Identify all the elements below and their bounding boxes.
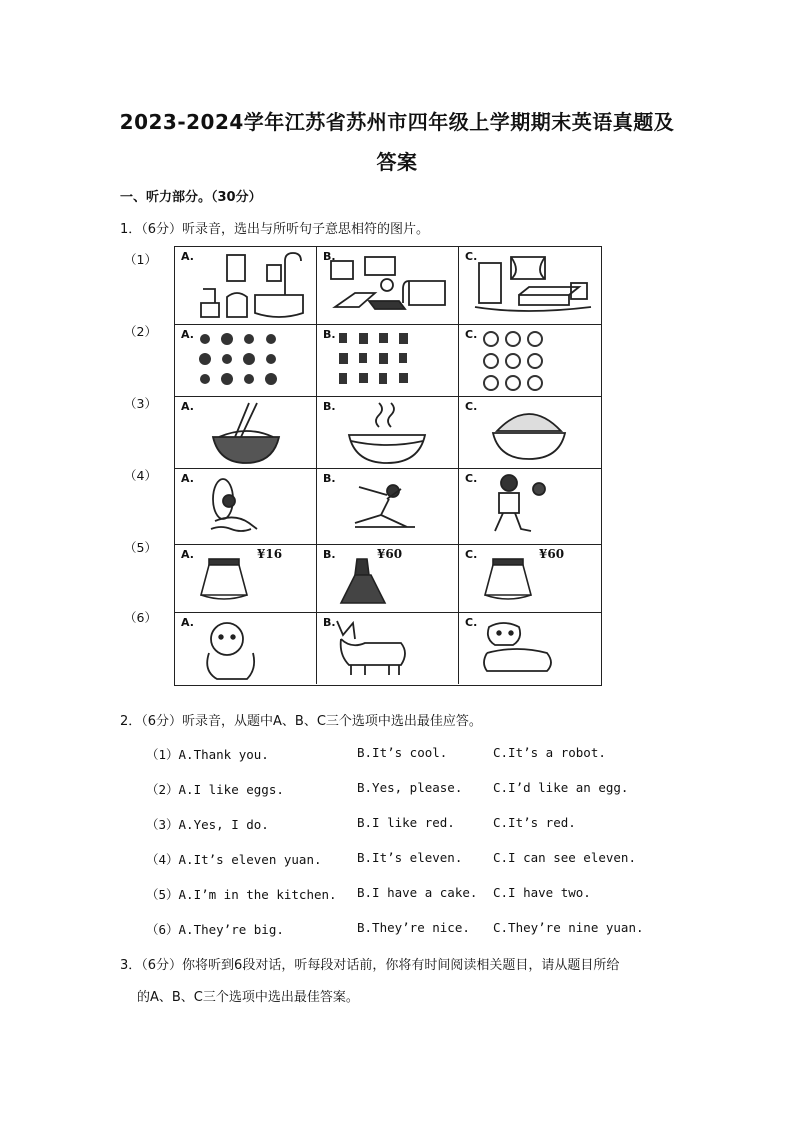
cell-1c[interactable] xyxy=(459,247,601,325)
cell-6c[interactable] xyxy=(459,613,601,684)
option-label: C. xyxy=(465,472,478,485)
q2-3-option-c: C.It’s red. xyxy=(493,815,576,830)
cell-3a[interactable] xyxy=(175,397,317,469)
q1-prompt: 1．（6分）听录音，选出与所听句子意思相符的图片。 xyxy=(120,222,430,237)
row-label-3: （3） xyxy=(124,396,157,411)
q2-5-option-c: C.I have two. xyxy=(493,885,591,900)
icon-set-a xyxy=(175,325,317,397)
football-picture xyxy=(459,469,601,545)
option-label: C. xyxy=(465,616,478,629)
cell-2c[interactable] xyxy=(459,325,601,397)
option-label: C. xyxy=(465,548,478,561)
cell-1b[interactable] xyxy=(317,247,459,325)
q2-5-option-b: B.I have a cake. xyxy=(357,885,478,900)
price-label: ¥60 xyxy=(377,547,403,561)
skirt-picture xyxy=(459,545,601,613)
rice-bowl-picture xyxy=(459,397,601,469)
bathroom-picture xyxy=(175,247,317,325)
option-label: B. xyxy=(323,328,336,341)
bedroom-picture xyxy=(459,247,601,325)
q2-1-option-b: B.It’s cool. xyxy=(357,745,448,760)
option-label: C. xyxy=(465,328,478,341)
living-room-picture xyxy=(317,247,459,325)
q2-1-option-c: C.It’s a robot. xyxy=(493,745,606,760)
q3-prompt-line2: 的A、B、C三个选项中选出最佳答案。 xyxy=(137,990,359,1005)
option-label: B. xyxy=(323,472,336,485)
q2-2-option-b: B.Yes, please. xyxy=(357,780,463,795)
cell-4c[interactable] xyxy=(459,469,601,545)
q2-5-option-a: （5）A.I’m in the kitchen. xyxy=(146,887,337,902)
icon-set-c xyxy=(459,325,601,397)
cell-5a[interactable] xyxy=(175,545,317,613)
q2-2-option-c: C.I’d like an egg. xyxy=(493,780,629,795)
option-label: A. xyxy=(181,250,194,263)
q2-6-option-a: （6）A.They’re big. xyxy=(146,922,284,937)
q2-4-option-a: （4）A.It’s eleven yuan. xyxy=(146,852,322,867)
lying-dog-picture xyxy=(459,613,601,684)
cell-3c[interactable] xyxy=(459,397,601,469)
option-label: A. xyxy=(181,328,194,341)
cell-6b[interactable] xyxy=(317,613,459,684)
skirt-picture xyxy=(175,545,317,613)
option-label: C. xyxy=(465,400,478,413)
cell-5b[interactable] xyxy=(317,545,459,613)
noodles-bowl-picture xyxy=(175,397,317,469)
option-label: A. xyxy=(181,616,194,629)
q2-prompt: 2．（6分）听录音，从题中A、B、C三个选项中选出最佳应答。 xyxy=(120,714,482,729)
row-label-2: （2） xyxy=(124,324,157,339)
option-label: A. xyxy=(181,548,194,561)
row-label-1: （1） xyxy=(124,252,157,267)
cell-5c[interactable] xyxy=(459,545,601,613)
option-label: B. xyxy=(323,400,336,413)
document-title: 2023-2024学年江苏省苏州市四年级上学期期末英语真题及 xyxy=(119,110,675,134)
q2-4-option-c: C.I can see eleven. xyxy=(493,850,636,865)
q2-3-option-a: （3）A.Yes, I do. xyxy=(146,817,269,832)
price-label: ¥16 xyxy=(257,547,283,561)
fluffy-dog-picture xyxy=(175,613,317,684)
icon-set-b xyxy=(317,325,459,397)
q3-prompt: 3．（6分）你将听到6段对话，听每段对话前，你将有时间阅读相关题目，请从题目所给 xyxy=(120,958,620,973)
q2-2-option-a: （2）A.I like eggs. xyxy=(146,782,284,797)
picture-grid xyxy=(174,246,602,686)
row-label-5: （5） xyxy=(124,540,157,555)
price-label: ¥60 xyxy=(539,547,565,561)
dress-picture xyxy=(317,545,459,613)
q2-4-option-b: B.It’s eleven. xyxy=(357,850,463,865)
q2-6-option-b: B.They’re nice. xyxy=(357,920,470,935)
option-label: B. xyxy=(323,250,336,263)
corgi-dog-picture xyxy=(317,613,459,684)
option-label: B. xyxy=(323,616,336,629)
cell-1a[interactable] xyxy=(175,247,317,325)
option-label: C. xyxy=(465,250,478,263)
skating-picture xyxy=(317,469,459,545)
q2-1-option-a: （1）A.Thank you. xyxy=(146,747,269,762)
row-label-6: （6） xyxy=(124,610,157,625)
soup-bowl-picture xyxy=(317,397,459,469)
option-label: A. xyxy=(181,400,194,413)
section-heading: 一、听力部分。（30分） xyxy=(120,190,262,205)
q2-6-option-c: C.They’re nine yuan. xyxy=(493,920,644,935)
q2-3-option-b: B.I like red. xyxy=(357,815,455,830)
row-label-4: （4） xyxy=(124,468,157,483)
cell-2b[interactable] xyxy=(317,325,459,397)
option-label: A. xyxy=(181,472,194,485)
cell-3b[interactable] xyxy=(317,397,459,469)
cell-2a[interactable] xyxy=(175,325,317,397)
cell-4a[interactable] xyxy=(175,469,317,545)
cell-6a[interactable] xyxy=(175,613,317,684)
option-label: B. xyxy=(323,548,336,561)
cell-4b[interactable] xyxy=(317,469,459,545)
swimming-picture xyxy=(175,469,317,545)
document-title-line2: 答案 xyxy=(376,150,418,174)
